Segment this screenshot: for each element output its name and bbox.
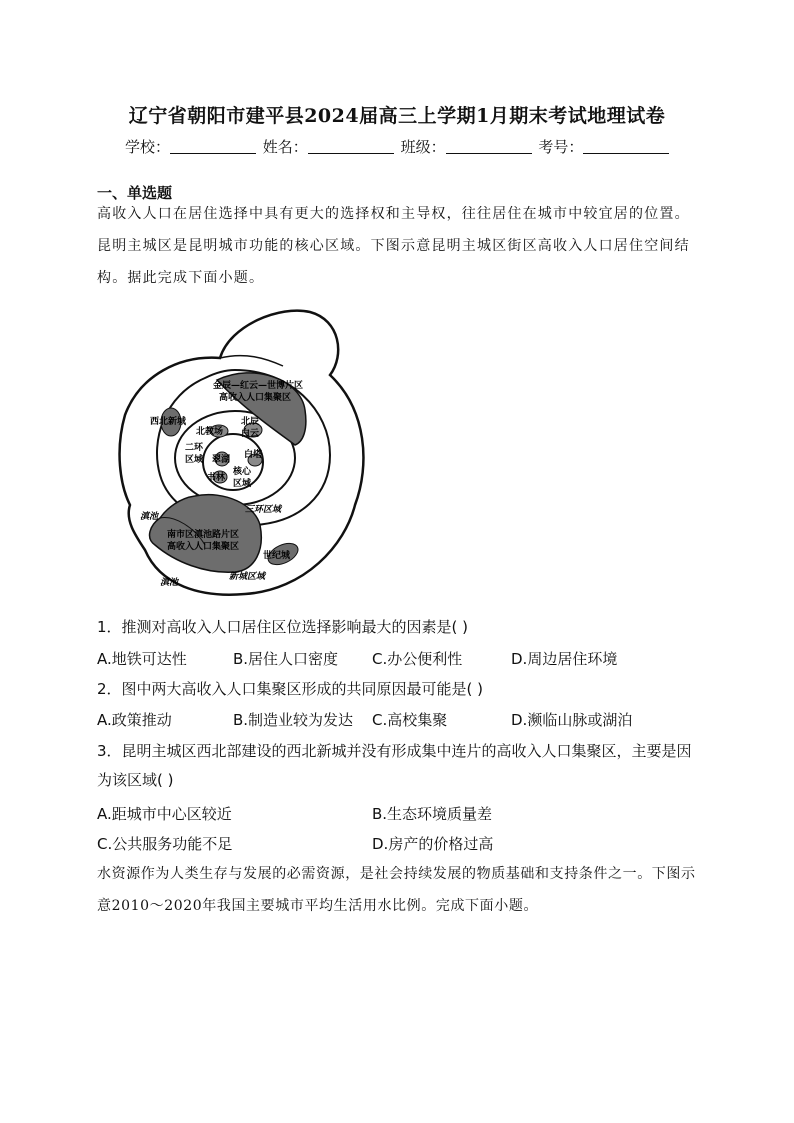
label-baita: 白塔 <box>244 450 263 460</box>
q3-option-b[interactable]: B.生态环境质量差 <box>372 805 493 823</box>
student-info-line <box>125 136 671 157</box>
class-label: 班级： <box>400 138 446 156</box>
label-dianchi-2: 滇池 <box>160 578 179 588</box>
q3-option-c[interactable]: C.公共服务功能不足 <box>97 835 233 853</box>
q3-option-d[interactable]: D.房产的价格过高 <box>372 835 494 853</box>
label-erhuan-1: 二环 <box>185 443 204 453</box>
kunming-residential-map <box>105 300 365 600</box>
label-hexin-2: 区域 <box>233 479 252 489</box>
q2-option-a[interactable]: A.政策推动 <box>97 711 172 729</box>
school-blank[interactable] <box>170 139 256 154</box>
question-3-options-row-1 <box>97 803 707 825</box>
label-jinchen-2: 高收入人口集聚区 <box>219 393 292 403</box>
question-1-options <box>97 648 707 670</box>
question-1-stem: 1．推测对高收入人口居住区位选择影响最大的因素是( ) <box>97 618 469 636</box>
q3-option-a[interactable]: A.距城市中心区较近 <box>97 805 232 823</box>
label-beichen-2: 白云 <box>241 429 260 439</box>
label-jinchen-1: 金辰—红云—世博片区 <box>213 381 304 391</box>
label-erhuan-2: 区域 <box>185 455 204 465</box>
name-label: 姓名： <box>262 138 308 156</box>
q2-option-c[interactable]: C.高校集聚 <box>372 711 448 729</box>
label-beichen-1: 北辰 <box>241 417 260 427</box>
exam-title: 辽宁省朝阳市建平县2024届高三上学期1月期末考试地理试卷 <box>128 105 666 127</box>
q1-option-a[interactable]: A.地铁可达性 <box>97 650 187 668</box>
q2-option-d[interactable]: D.濒临山脉或湖泊 <box>511 711 633 729</box>
label-beijiaochang: 北教场 <box>196 427 224 437</box>
question-3-stem: 3．昆明主城区西北部建设的西北新城并没有形成集中连片的高收入人口集聚区，主要是因为该区域( ) <box>97 742 692 789</box>
question-3-options-row-2 <box>97 833 707 855</box>
label-xibei: 西北新城 <box>150 417 187 427</box>
label-shiji: 世纪城 <box>263 551 291 561</box>
label-dianchi-1: 滇池 <box>140 512 159 522</box>
class-blank[interactable] <box>446 139 532 154</box>
school-label: 学校： <box>125 138 171 156</box>
question-2-options <box>97 709 707 731</box>
label-xincheng: 新城区域 <box>229 572 266 582</box>
q2-option-b[interactable]: B.制造业较为发达 <box>233 711 354 729</box>
number-label: 考号： <box>538 138 584 156</box>
label-hexin-1: 核心 <box>233 467 252 477</box>
name-blank[interactable] <box>308 139 394 154</box>
q1-option-b[interactable]: B.居住人口密度 <box>233 650 339 668</box>
passage-1: 高收入人口在居住选择中具有更大的选择权和主导权，往往居住在城市中较宜居的位置。昆明主城区是昆明城市功能的核心区域。下图示意昆明主城区街区高收入人口居住空间结构。据此完成下面小题。 <box>97 206 690 286</box>
label-sanhuan: 三环区域 <box>245 505 282 515</box>
passage-2: 水资源作为人类生存与发展的必需资源，是社会持续发展的物质基础和支持条件之一。下图示意2010～2020年我国主要城市平均生活用水比例。完成下面小题。 <box>97 866 696 914</box>
section-heading: 一、单选题 <box>97 184 173 202</box>
q1-option-c[interactable]: C.办公便利性 <box>372 650 463 668</box>
q1-option-d[interactable]: D.周边居住环境 <box>511 650 618 668</box>
number-blank[interactable] <box>583 139 669 154</box>
question-2-stem: 2．图中两大高收入人口集聚区形成的共同原因最可能是( ) <box>97 680 484 698</box>
label-nanshi-2: 高收入人口集聚区 <box>167 542 240 552</box>
label-cuihu: 翠湖 <box>212 455 231 465</box>
label-shulin: 书林 <box>207 473 226 483</box>
label-nanshi-1: 南市区滇池路片区 <box>167 530 240 540</box>
